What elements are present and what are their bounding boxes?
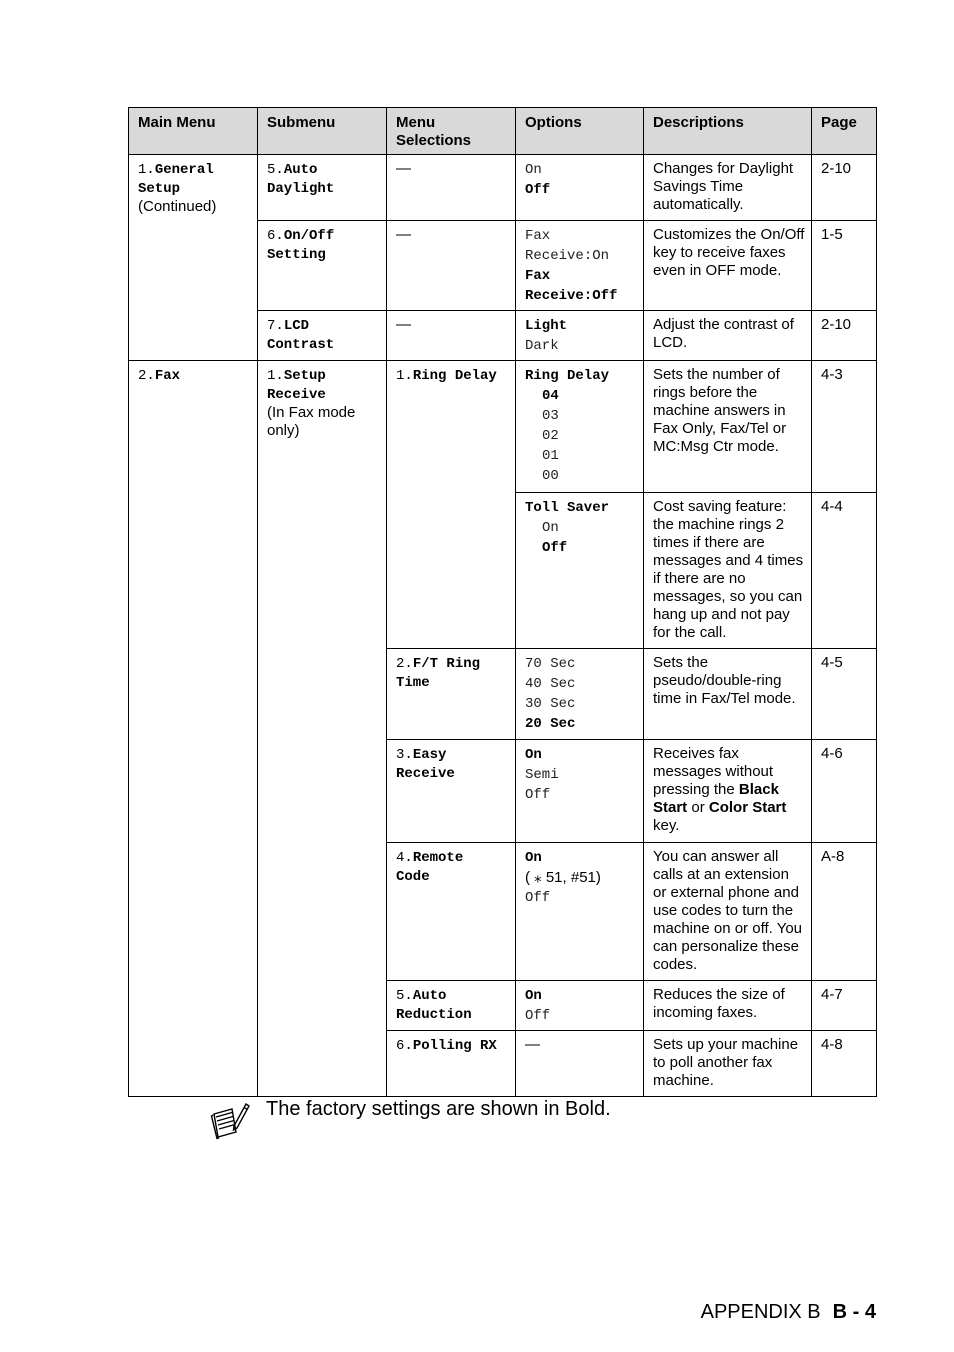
table-row (129, 155, 877, 221)
options-cell (516, 649, 644, 740)
description: Cost saving feature: the machine rings 2 times if there are messages and 4 times if there are no messages, so you can hang up and not pay for the call. (644, 493, 812, 649)
option-default: On (525, 850, 542, 866)
description: Changes for Daylight Savings Time automatically. (644, 155, 812, 221)
page-ref: A-8 (812, 843, 877, 981)
page-ref: 4-8 (812, 1031, 877, 1097)
header-menu-selections: Menu Selections (387, 108, 516, 155)
submenu-setup-receive: 1.Setup Receive (In Fax mode only) (258, 361, 387, 1097)
option: 01 (542, 448, 559, 464)
option: Off (525, 1008, 551, 1024)
option-default: Fax (525, 268, 551, 284)
options-cell (516, 981, 644, 1031)
page-ref: 4-5 (812, 649, 877, 740)
footer-section: APPENDIX B (700, 1301, 821, 1323)
page-ref: 2-10 (812, 155, 877, 221)
header-options: Options (516, 108, 644, 155)
option: Off (525, 890, 551, 906)
description: Sets up your machine to poll another fax machine. (644, 1031, 812, 1097)
option-default: Light (525, 318, 568, 334)
option: 40 Sec (525, 676, 576, 692)
footer-page-number: B - 4 (832, 1301, 876, 1323)
menu-selection-remote-code: 4.Remote Code (387, 843, 516, 981)
option: 00 (542, 468, 559, 484)
settings-table (128, 107, 877, 1097)
option-default: On (525, 988, 542, 1004)
description: You can answer all calls at an extension or external phone and use codes to turn the machine on or off. You can personalize these codes. (644, 843, 812, 981)
menu-selection: — (387, 311, 516, 361)
options-cell (516, 221, 644, 311)
header-row (129, 108, 877, 155)
option: 70 Sec (525, 656, 576, 672)
submenu-auto-daylight: 5.Auto Daylight (258, 155, 387, 221)
option: 02 (542, 428, 559, 444)
menu-selection: — (387, 221, 516, 311)
option: 03 (542, 408, 559, 424)
option-code: ( ⁎ 51, #51) (525, 869, 601, 886)
description: Receives fax messages without pressing the Black Start or Color Start key. (644, 740, 812, 843)
note-pencil-icon (210, 1100, 250, 1140)
menu-selection-ring-delay: 1.Ring Delay (387, 361, 516, 649)
description: Sets the number of rings before the machine answers in Fax Only, Fax/Tel or MC:Msg Ctr mode. (644, 361, 812, 493)
submenu-on-off-setting: 6.On/Off Setting (258, 221, 387, 311)
option: Fax (525, 228, 551, 244)
color-start-key: Color Start (708, 799, 787, 816)
page-ref: 4-3 (812, 361, 877, 493)
option: Off (525, 787, 551, 803)
menu-selection-polling-rx: 6.Polling RX (387, 1031, 516, 1097)
options-cell (516, 155, 644, 221)
menu-selection-auto-reduction: 5.Auto Reduction (387, 981, 516, 1031)
main-menu-general-setup: 1.General Setup (Continued) (129, 155, 258, 361)
description: Adjust the contrast of LCD. (644, 311, 812, 361)
option: Dark (525, 338, 559, 354)
page-ref: 1-5 (812, 221, 877, 311)
page-ref: 4-6 (812, 740, 877, 843)
menu-selection-ft-ring-time: 2.F/T Ring Time (387, 649, 516, 740)
page-footer (701, 1300, 876, 1324)
option: Semi (525, 767, 559, 783)
description: Sets the pseudo/double-ring time in Fax/Tel mode. (644, 649, 812, 740)
option: On (525, 162, 542, 178)
main-menu-fax: 2.Fax (129, 361, 258, 1097)
page-ref: 4-4 (812, 493, 877, 649)
options-cell (516, 311, 644, 361)
option-title: Ring Delay (525, 368, 610, 384)
option-default: Off (542, 540, 568, 556)
options-cell (516, 740, 644, 843)
option-default: 04 (542, 388, 559, 404)
table-row (129, 361, 877, 493)
submenu-lcd-contrast: 7.LCD Contrast (258, 311, 387, 361)
option-default: Receive:Off (525, 288, 618, 304)
options-cell (516, 361, 644, 493)
page-ref: 2-10 (812, 311, 877, 361)
option-default: 20 Sec (525, 716, 576, 732)
menu-selection-easy-receive: 3.Easy Receive (387, 740, 516, 843)
option: On (542, 520, 559, 536)
menu-selection: — (387, 155, 516, 221)
option-title: Toll Saver (525, 500, 610, 516)
note-text: The factory settings are shown in Bold. (266, 1098, 611, 1120)
description: Customizes the On/Off key to receive faxes even in OFF mode. (644, 221, 812, 311)
header-main-menu: Main Menu (129, 108, 258, 155)
page-ref: 4-7 (812, 981, 877, 1031)
header-descriptions: Descriptions (644, 108, 812, 155)
option: Receive:On (525, 248, 610, 264)
option-default: On (525, 747, 542, 763)
description: Reduces the size of incoming faxes. (644, 981, 812, 1031)
header-page: Page (812, 108, 877, 155)
black-start-key: Black Start (653, 781, 779, 816)
option-default: Off (525, 182, 551, 198)
option: 30 Sec (525, 696, 576, 712)
options-cell (516, 493, 644, 649)
options-cell (516, 843, 644, 981)
options-cell: — (516, 1031, 644, 1097)
header-submenu: Submenu (258, 108, 387, 155)
